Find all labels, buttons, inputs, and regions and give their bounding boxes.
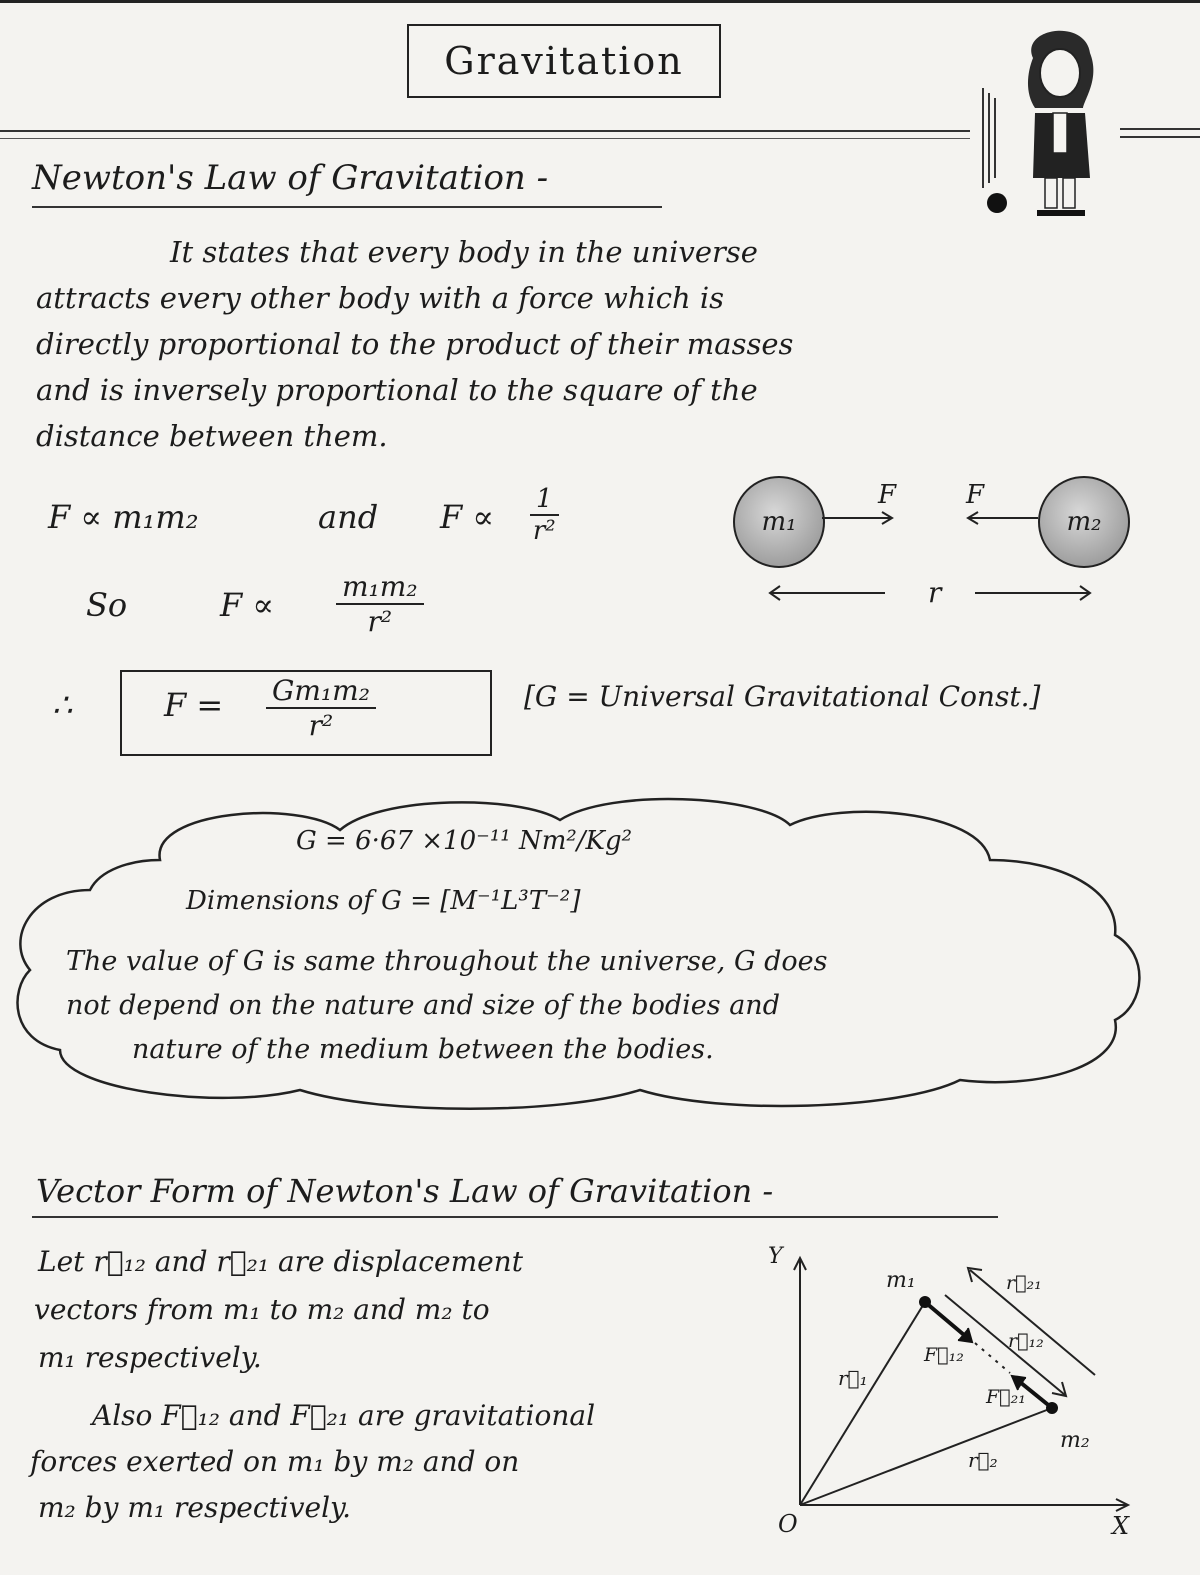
section-heading: Newton's Law of Gravitation - (32, 158, 549, 198)
newton-illustration (975, 18, 1115, 223)
section-heading: Vector Form of Newton's Law of Gravitation - (36, 1172, 774, 1210)
divider-line (0, 130, 970, 132)
top-rule (0, 0, 1200, 3)
divider-line (0, 138, 970, 139)
g-definition-note: [G = Universal Gravitational Const.] (524, 680, 1041, 713)
statement-line: directly proportional to the product of their masses (36, 327, 794, 361)
combined-proportion-lhs: F ∝ (220, 586, 275, 624)
fraction-numerator: m₁m₂ (336, 570, 424, 605)
page-title: Gravitation (407, 24, 721, 98)
mass-label: m₁ (761, 507, 797, 537)
heading-underline (32, 206, 662, 208)
and-label: and (318, 498, 379, 536)
formula-lhs: F = (164, 686, 224, 724)
heading-underline (32, 1216, 998, 1218)
vector-para-line: Let r⃗₁₂ and r⃗₂₁ are displacement (38, 1245, 523, 1278)
proportional-masses: F ∝ m₁m₂ (48, 498, 199, 536)
vector-diagram (760, 1240, 1160, 1550)
formula-fraction (266, 674, 376, 742)
statement-line: It states that every body in the universe (170, 235, 758, 269)
r12-label: r⃗₁₂ (1008, 1330, 1044, 1352)
vector-para-line: forces exerted on m₁ by m₂ and on (30, 1445, 520, 1478)
cloud-line: The value of G is same throughout the universe, G does (66, 946, 828, 977)
f21-label: F⃗₂₁ (986, 1386, 1026, 1408)
cloud-line: not depend on the nature and size of the bodies and (66, 990, 780, 1021)
g-value: G = 6·67 ×10⁻¹¹ Nm²/Kg² (296, 826, 633, 856)
statement-line: and is inversely proportional to the square of the (36, 373, 758, 407)
vector-para-line: m₂ by m₁ respectively. (38, 1491, 352, 1524)
inverse-square-fraction (530, 484, 559, 546)
origin-label: O (778, 1510, 798, 1538)
r2-label: r⃗₂ (968, 1448, 998, 1472)
fraction-denominator: r² (308, 709, 334, 742)
r21-label: r⃗₂₁ (1006, 1272, 1042, 1294)
cloud-line: nature of the medium between the bodies. (132, 1034, 714, 1065)
m2-label: m₂ (1060, 1428, 1090, 1453)
vector-para-line: m₁ respectively. (38, 1341, 262, 1374)
fraction-denominator: r² (367, 605, 393, 638)
therefore-symbol: ∴ (52, 686, 73, 724)
f12-label: F⃗₁₂ (924, 1344, 964, 1366)
fraction-denominator: r² (532, 516, 556, 546)
g-dimensions: Dimensions of G = [M⁻¹L³T⁻²] (186, 886, 581, 916)
combined-fraction (336, 570, 424, 638)
fraction-numerator: 1 (530, 484, 559, 516)
so-label: So (86, 586, 128, 624)
y-axis-label: Y (768, 1244, 783, 1269)
force-label: F (878, 480, 897, 510)
vector-para-line: Also F⃗₁₂ and F⃗₂₁ are gravitational (92, 1399, 596, 1432)
vector-para-line: vectors from m₁ to m₂ and m₂ to (34, 1293, 490, 1326)
x-axis-label: X (1112, 1512, 1130, 1540)
statement-line: attracts every other body with a force which is (36, 281, 725, 315)
distance-label: r (928, 576, 942, 609)
fraction-numerator: Gm₁m₂ (266, 674, 376, 709)
divider-line (1120, 136, 1200, 138)
force-label: F (966, 480, 985, 510)
proportional-distance-lhs: F ∝ (440, 498, 495, 536)
r1-label: r⃗₁ (838, 1366, 868, 1390)
statement-line: distance between them. (36, 419, 388, 453)
m1-label: m₁ (886, 1268, 916, 1293)
mass-label: m₂ (1066, 507, 1102, 537)
divider-line (1120, 128, 1200, 130)
